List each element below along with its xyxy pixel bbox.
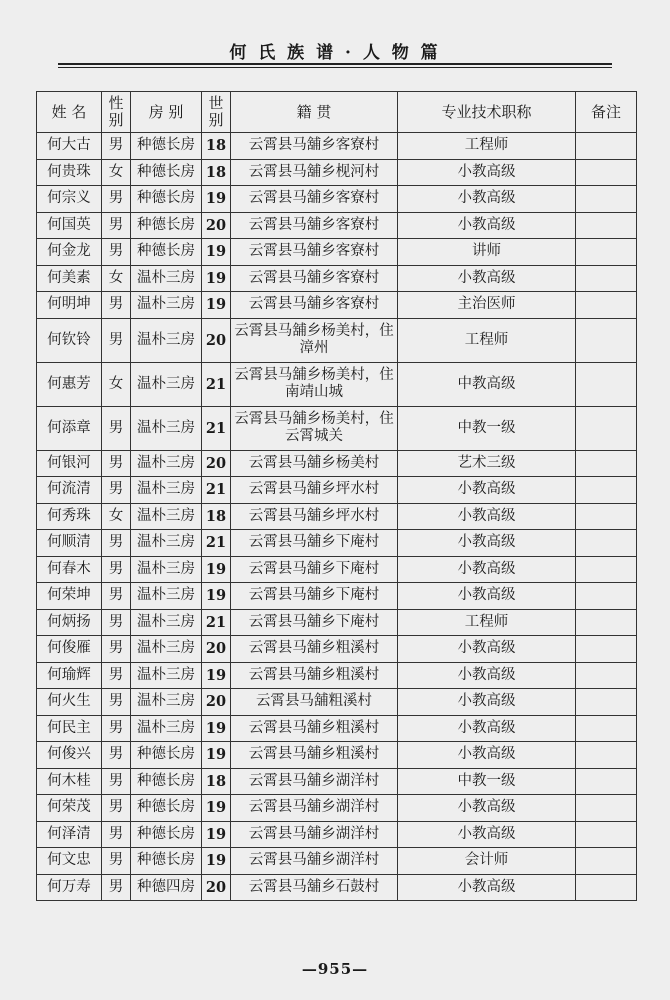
table-body <box>37 133 637 901</box>
cell-title: 工程师 <box>398 318 576 362</box>
cell-branch: 温朴三房 <box>131 715 202 742</box>
cell-remarks <box>576 609 637 636</box>
column-header-branch: 房 别 <box>131 92 202 133</box>
cell-title: 主治医师 <box>398 292 576 319</box>
cell-origin: 云霄县马舖乡粗溪村 <box>231 715 398 742</box>
cell-branch: 温朴三房 <box>131 503 202 530</box>
cell-title: 艺术三级 <box>398 450 576 477</box>
column-header-generation: 世 别 <box>202 92 231 133</box>
table-row <box>37 186 637 213</box>
cell-remarks <box>576 530 637 557</box>
cell-generation: 21 <box>202 406 231 450</box>
cell-name: 何木桂 <box>37 768 102 795</box>
cell-branch: 温朴三房 <box>131 265 202 292</box>
column-header-origin: 籍 贯 <box>231 92 398 133</box>
cell-title: 小教高级 <box>398 583 576 610</box>
table-row <box>37 530 637 557</box>
cell-generation: 20 <box>202 636 231 663</box>
cell-generation: 21 <box>202 609 231 636</box>
table-row <box>37 742 637 769</box>
cell-name: 何大古 <box>37 133 102 160</box>
cell-remarks <box>576 186 637 213</box>
cell-origin: 云霄县马舖乡下庵村 <box>231 609 398 636</box>
cell-origin: 云霄县马舖乡客寮村 <box>231 265 398 292</box>
table-row <box>37 292 637 319</box>
cell-remarks <box>576 212 637 239</box>
cell-gender: 男 <box>102 609 131 636</box>
cell-origin: 云霄县马舖乡客寮村 <box>231 292 398 319</box>
table-row <box>37 583 637 610</box>
table-row <box>37 133 637 160</box>
cell-name: 何惠芳 <box>37 362 102 406</box>
cell-branch: 种德长房 <box>131 742 202 769</box>
cell-branch: 温朴三房 <box>131 689 202 716</box>
cell-origin: 云霄县马舖乡客寮村 <box>231 239 398 266</box>
cell-remarks <box>576 715 637 742</box>
header-rule-thin <box>58 67 612 68</box>
cell-gender: 男 <box>102 874 131 901</box>
cell-branch: 温朴三房 <box>131 292 202 319</box>
cell-origin: 云霄县马舖乡客寮村 <box>231 212 398 239</box>
cell-title: 中教一级 <box>398 406 576 450</box>
cell-name: 何宗义 <box>37 186 102 213</box>
cell-gender: 男 <box>102 768 131 795</box>
cell-branch: 种德四房 <box>131 874 202 901</box>
cell-origin: 云霄县马舖乡下庵村 <box>231 583 398 610</box>
cell-title: 中教高级 <box>398 362 576 406</box>
column-header-gender: 性 别 <box>102 92 131 133</box>
column-header-name: 姓 名 <box>37 92 102 133</box>
cell-name: 何贵珠 <box>37 159 102 186</box>
cell-branch: 温朴三房 <box>131 662 202 689</box>
cell-name: 何文忠 <box>37 848 102 875</box>
table-row <box>37 362 637 406</box>
cell-branch: 温朴三房 <box>131 362 202 406</box>
cell-branch: 种德长房 <box>131 768 202 795</box>
cell-generation: 19 <box>202 583 231 610</box>
cell-generation: 19 <box>202 239 231 266</box>
cell-generation: 19 <box>202 265 231 292</box>
table-row <box>37 795 637 822</box>
cell-generation: 19 <box>202 186 231 213</box>
cell-gender: 男 <box>102 318 131 362</box>
column-header-title: 专业技术职称 <box>398 92 576 133</box>
table-row <box>37 406 637 450</box>
cell-generation: 18 <box>202 768 231 795</box>
cell-branch: 温朴三房 <box>131 556 202 583</box>
cell-branch: 种德长房 <box>131 239 202 266</box>
cell-gender: 男 <box>102 662 131 689</box>
cell-remarks <box>576 362 637 406</box>
cell-origin: 云霄县马舖乡客寮村 <box>231 133 398 160</box>
cell-gender: 男 <box>102 450 131 477</box>
cell-branch: 种德长房 <box>131 795 202 822</box>
cell-title: 会计师 <box>398 848 576 875</box>
cell-title: 小教高级 <box>398 212 576 239</box>
cell-generation: 20 <box>202 318 231 362</box>
cell-generation: 20 <box>202 874 231 901</box>
table-row <box>37 768 637 795</box>
cell-title: 小教高级 <box>398 159 576 186</box>
cell-generation: 18 <box>202 503 231 530</box>
cell-origin: 云霄县马舖乡粗溪村 <box>231 742 398 769</box>
cell-gender: 男 <box>102 742 131 769</box>
cell-remarks <box>576 292 637 319</box>
cell-branch: 温朴三房 <box>131 477 202 504</box>
cell-origin: 云霄县马舖乡枧河村 <box>231 159 398 186</box>
cell-title: 小教高级 <box>398 821 576 848</box>
table-row <box>37 609 637 636</box>
cell-generation: 19 <box>202 742 231 769</box>
cell-remarks <box>576 874 637 901</box>
cell-remarks <box>576 689 637 716</box>
cell-remarks <box>576 503 637 530</box>
cell-branch: 种德长房 <box>131 212 202 239</box>
cell-origin: 云霄县马舖乡客寮村 <box>231 186 398 213</box>
cell-title: 中教一级 <box>398 768 576 795</box>
cell-generation: 19 <box>202 556 231 583</box>
cell-name: 何炳扬 <box>37 609 102 636</box>
cell-remarks <box>576 742 637 769</box>
table-row <box>37 239 637 266</box>
cell-remarks <box>576 477 637 504</box>
cell-gender: 男 <box>102 556 131 583</box>
table-row <box>37 265 637 292</box>
cell-remarks <box>576 821 637 848</box>
cell-branch: 种德长房 <box>131 821 202 848</box>
table-row <box>37 874 637 901</box>
cell-generation: 18 <box>202 159 231 186</box>
cell-name: 何添章 <box>37 406 102 450</box>
cell-gender: 男 <box>102 689 131 716</box>
cell-remarks <box>576 406 637 450</box>
cell-gender: 男 <box>102 795 131 822</box>
cell-branch: 温朴三房 <box>131 636 202 663</box>
cell-branch: 种德长房 <box>131 186 202 213</box>
cell-remarks <box>576 795 637 822</box>
cell-generation: 19 <box>202 292 231 319</box>
table-header-row <box>37 92 637 133</box>
cell-name: 何国英 <box>37 212 102 239</box>
cell-branch: 种德长房 <box>131 159 202 186</box>
cell-remarks <box>576 636 637 663</box>
cell-generation: 18 <box>202 133 231 160</box>
cell-origin: 云霄县马舖乡杨美村，住南靖山城 <box>231 362 398 406</box>
cell-branch: 温朴三房 <box>131 609 202 636</box>
cell-generation: 19 <box>202 715 231 742</box>
cell-generation: 20 <box>202 212 231 239</box>
cell-name: 何瑜辉 <box>37 662 102 689</box>
table-row <box>37 503 637 530</box>
cell-gender: 女 <box>102 159 131 186</box>
cell-branch: 种德长房 <box>131 133 202 160</box>
cell-name: 何火生 <box>37 689 102 716</box>
cell-generation: 19 <box>202 821 231 848</box>
cell-generation: 20 <box>202 450 231 477</box>
cell-name: 何春木 <box>37 556 102 583</box>
table-row <box>37 821 637 848</box>
table-row <box>37 848 637 875</box>
cell-name: 何荣茂 <box>37 795 102 822</box>
cell-generation: 19 <box>202 662 231 689</box>
cell-origin: 云霄县马舖乡湖洋村 <box>231 768 398 795</box>
cell-generation: 21 <box>202 362 231 406</box>
cell-gender: 男 <box>102 848 131 875</box>
cell-origin: 云霄县马舖乡粗溪村 <box>231 662 398 689</box>
cell-gender: 男 <box>102 133 131 160</box>
table-row <box>37 689 637 716</box>
cell-remarks <box>576 159 637 186</box>
cell-title: 工程师 <box>398 133 576 160</box>
cell-origin: 云霄县马舖乡杨美村，住云霄城关 <box>231 406 398 450</box>
cell-branch: 温朴三房 <box>131 406 202 450</box>
cell-origin: 云霄县马舖乡杨美村 <box>231 450 398 477</box>
genealogy-table <box>36 91 637 901</box>
cell-title: 小教高级 <box>398 662 576 689</box>
cell-title: 小教高级 <box>398 742 576 769</box>
cell-remarks <box>576 583 637 610</box>
table-row <box>37 556 637 583</box>
cell-branch: 温朴三房 <box>131 530 202 557</box>
cell-origin: 云霄县马舖粗溪村 <box>231 689 398 716</box>
cell-title: 小教高级 <box>398 689 576 716</box>
cell-name: 何俊兴 <box>37 742 102 769</box>
cell-name: 何万寿 <box>37 874 102 901</box>
cell-title: 小教高级 <box>398 556 576 583</box>
cell-origin: 云霄县马舖乡湖洋村 <box>231 795 398 822</box>
table-row <box>37 715 637 742</box>
cell-remarks <box>576 239 637 266</box>
cell-gender: 女 <box>102 362 131 406</box>
cell-name: 何流清 <box>37 477 102 504</box>
cell-name: 何明坤 <box>37 292 102 319</box>
cell-gender: 女 <box>102 503 131 530</box>
cell-name: 何俊雁 <box>37 636 102 663</box>
cell-name: 何顺清 <box>37 530 102 557</box>
cell-title: 小教高级 <box>398 477 576 504</box>
cell-gender: 男 <box>102 292 131 319</box>
cell-branch: 温朴三房 <box>131 450 202 477</box>
cell-gender: 男 <box>102 583 131 610</box>
cell-origin: 云霄县马舖乡杨美村，住漳州 <box>231 318 398 362</box>
cell-title: 小教高级 <box>398 503 576 530</box>
header-rule-thick <box>58 63 612 65</box>
cell-title: 小教高级 <box>398 530 576 557</box>
cell-origin: 云霄县马舖乡粗溪村 <box>231 636 398 663</box>
cell-remarks <box>576 556 637 583</box>
cell-origin: 云霄县马舖乡湖洋村 <box>231 821 398 848</box>
cell-title: 小教高级 <box>398 874 576 901</box>
cell-origin: 云霄县马舖乡下庵村 <box>231 556 398 583</box>
column-header-remarks: 备注 <box>576 92 637 133</box>
cell-gender: 男 <box>102 530 131 557</box>
cell-title: 小教高级 <box>398 715 576 742</box>
cell-gender: 男 <box>102 406 131 450</box>
table-row <box>37 159 637 186</box>
cell-name: 何秀珠 <box>37 503 102 530</box>
table-row <box>37 477 637 504</box>
cell-gender: 男 <box>102 239 131 266</box>
cell-name: 何民主 <box>37 715 102 742</box>
cell-gender: 男 <box>102 212 131 239</box>
cell-remarks <box>576 848 637 875</box>
cell-name: 何金龙 <box>37 239 102 266</box>
cell-title: 小教高级 <box>398 795 576 822</box>
cell-gender: 男 <box>102 186 131 213</box>
cell-generation: 21 <box>202 477 231 504</box>
cell-gender: 男 <box>102 636 131 663</box>
table-row <box>37 318 637 362</box>
cell-title: 小教高级 <box>398 265 576 292</box>
cell-gender: 男 <box>102 821 131 848</box>
cell-gender: 男 <box>102 715 131 742</box>
cell-remarks <box>576 318 637 362</box>
cell-branch: 温朴三房 <box>131 318 202 362</box>
cell-title: 工程师 <box>398 609 576 636</box>
cell-remarks <box>576 265 637 292</box>
cell-branch: 种德长房 <box>131 848 202 875</box>
page-number: —955— <box>301 960 369 978</box>
table-row <box>37 636 637 663</box>
cell-remarks <box>576 133 637 160</box>
cell-name: 何钦铃 <box>37 318 102 362</box>
cell-generation: 19 <box>202 848 231 875</box>
table-row <box>37 450 637 477</box>
table-row <box>37 662 637 689</box>
cell-origin: 云霄县马舖乡坪水村 <box>231 477 398 504</box>
cell-origin: 云霄县马舖乡湖洋村 <box>231 848 398 875</box>
cell-name: 何荣坤 <box>37 583 102 610</box>
cell-title: 小教高级 <box>398 186 576 213</box>
cell-origin: 云霄县马舖乡坪水村 <box>231 503 398 530</box>
cell-branch: 温朴三房 <box>131 583 202 610</box>
cell-origin: 云霄县马舖乡下庵村 <box>231 530 398 557</box>
cell-origin: 云霄县马舖乡石鼓村 <box>231 874 398 901</box>
table-row <box>37 212 637 239</box>
cell-generation: 20 <box>202 689 231 716</box>
cell-name: 何美素 <box>37 265 102 292</box>
cell-gender: 男 <box>102 477 131 504</box>
cell-name: 何银河 <box>37 450 102 477</box>
cell-title: 讲师 <box>398 239 576 266</box>
cell-remarks <box>576 450 637 477</box>
cell-generation: 19 <box>202 795 231 822</box>
cell-name: 何泽清 <box>37 821 102 848</box>
cell-remarks <box>576 768 637 795</box>
cell-remarks <box>576 662 637 689</box>
cell-generation: 21 <box>202 530 231 557</box>
cell-gender: 女 <box>102 265 131 292</box>
page-header: 何 氏 族 谱 · 人 物 篇 <box>229 43 441 63</box>
cell-title: 小教高级 <box>398 636 576 663</box>
